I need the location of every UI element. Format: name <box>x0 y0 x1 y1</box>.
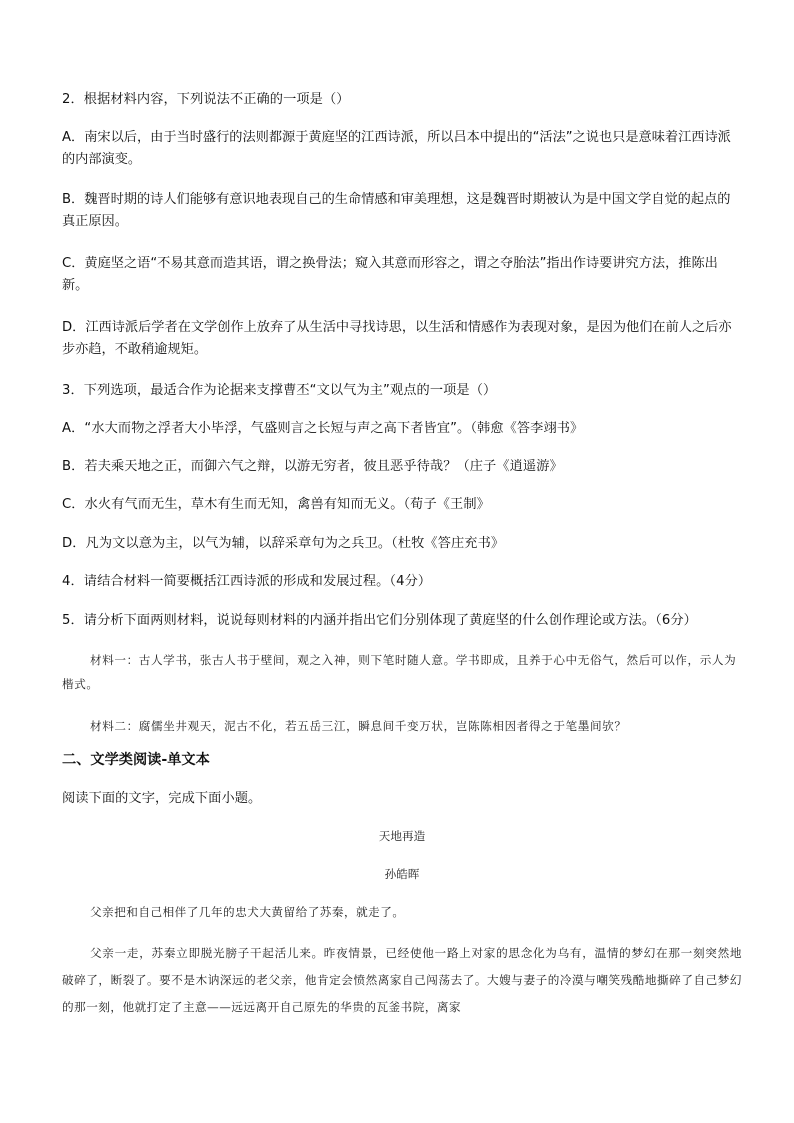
question-2-option-c: C．黄庭坚之语“不易其意而造其语，谓之换骨法；窥入其意而形容之，谓之夺胎法”指出作诗要讲究方法，推陈出新。 <box>62 256 718 293</box>
material-one: 材料一：古人学书，张古人书于壁间，观之入神，则下笔时随人意。学书即成，且养于心中无俗气，然后可以作，示人为楷式。 <box>62 653 737 691</box>
question-3-option-d: D．凡为文以意为主，以气为辅，以辞采章句为之兵卫。（杜牧《答庄充书》 <box>62 536 505 551</box>
question-4-stem: 4．请结合材料一简要概括江西诗派的形成和发展过程。（4分） <box>62 574 432 589</box>
material-two: 材料二：腐儒坐井观天，泥古不化，若五岳三江，瞬息间千变万状，岂陈陈相因者得之于笔墨间欤？ <box>90 719 627 733</box>
story-paragraph-1: 父亲把和自己相伴了几年的忠犬大黄留给了苏秦，就走了。 <box>90 905 405 919</box>
question-2-stem: 2．根据材料内容，下列说法不正确的一项是（） <box>62 92 350 107</box>
question-5-stem: 5．请分析下面两则材料，说说每则材料的内涵并指出它们分别体现了黄庭坚的什么创作理论或方法。（6分） <box>62 613 697 628</box>
question-3-option-c: C．水火有气而无生，草木有生而无知，禽兽有知而无义。（荀子《王制》 <box>62 497 490 512</box>
question-3-option-a: A．“水大而物之浮者大小毕浮，气盛则言之长短与声之高下者皆宜”。（韩愈《答李翊书》 <box>62 421 584 436</box>
reading-instruction: 阅读下面的文字，完成下面小题。 <box>62 791 262 806</box>
question-2-option-b: B．魏晋时期的诗人们能够有意识地表现自己的生命情感和审美理想，这是魏晋时期被认为是中国文学自觉的起点的真正原因。 <box>62 192 731 229</box>
question-3-option-b: B．若夫乘天地之正，而御六气之辩，以游无穷者，彼且恶乎待哉？（庄子《逍遥游》 <box>62 459 563 474</box>
story-author: 孙皓晖 <box>384 867 420 881</box>
question-3-stem: 3．下列选项，最适合作为论据来支撑曹丕“文以气为主”观点的一项是（） <box>62 383 497 398</box>
question-2-option-a: A．南宋以后，由于当时盛行的法则都源于黄庭坚的江西诗派，所以吕本中提出的“活法”之说也只是意味着江西诗派的内部演变。 <box>62 130 731 167</box>
story-title: 天地再造 <box>378 829 426 843</box>
section-heading: 二、文学类阅读-单文本 <box>62 752 210 768</box>
question-2-option-d: D．江西诗派后学者在文学创作上放弃了从生活中寻找诗思，以生活和情感作为表现对象，是因为他们在前人之后亦步亦趋，不敢稍逾规矩。 <box>62 320 732 357</box>
story-paragraph-2: 父亲一走，苏秦立即脱光膀子干起活儿来。昨夜情景，已经使他一路上对家的思念化为乌有，温情的梦幻在那一刻突然地破碎了，断裂了。要不是木讷深远的老父亲，他肯定会愤然离家自己闯荡去了。大嫂与妻子的冷漠与嘲笑残酷地撕碎了自己梦幻的那一刻，他就打定了主意——远远离开自己原先的华贵的瓦釜书院，离家 <box>62 946 742 1014</box>
